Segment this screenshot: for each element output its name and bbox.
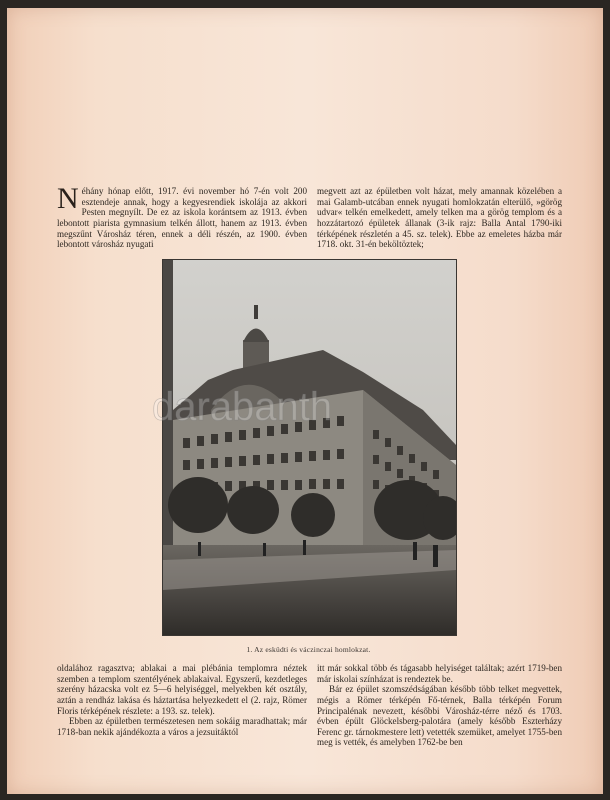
building-photograph	[162, 259, 457, 636]
paragraph-top-right: megvett azt az épületben volt házat, mely amannak közelében a mai Galamb-utcában ennek nyugati homlokzatán elterülő, »görög udvar« telkén emelkedett, amely telken ma a görög templom és a hozzátartozó épületek állanak (3-ik rajz: Balla Antal 1790-iki térképének részletén a 45. sz. telek). Ebbe az emeletes házba már 1718. okt. 31-én beköltöztek;	[317, 186, 562, 250]
paragraph-bottom-left-1: oldalához ragasztva; ablakai a mai plébánia templomra néztek szemben a templom szentélyének ablakaival. Egyszerű, kezdetleges szerény házacska volt ez 5—6 helyiséggel, melyekben két osztály, aztán a rendház lakása és háztartása helyezkedett el (2. rajz, Römer Floris térképének részlete: a 193. sz. telek).	[57, 663, 307, 716]
document-page	[7, 8, 603, 794]
text-column-top-left	[57, 182, 307, 250]
watermark-text: darabanth	[152, 385, 333, 429]
text-column-top-right	[317, 186, 562, 250]
drop-cap: N	[57, 182, 79, 215]
paragraph-bottom-right-2: Bár ez épület szomszédságában később több telket megvettek, mégis a Römer térképén Fő-térnek, Balla térképén Forum Principalénak nevezett, későbbi Városház-térre néző és 1703. évben épült Glöckelsberg-palotára (amely később Eszterházy Ferenc gr. tárnokmestere lett) vetették szemüket, amelyet 1755-ben meg is vették, és amelyben 1762-be ben	[317, 684, 562, 748]
photo-illustration	[163, 260, 456, 635]
paragraph-top-left: éhány hónap előtt, 1917. évi november hó 7-én volt 200 esztendeje annak, hogy a kegyesrendiek iskolája az akkori Pesten megnyílt. De ez az iskola korántsem az 1913. évben lebontott piarista gymnasium telkén állott, hanem az 1913. évben megszűnt Városház téren, ennek a déli részén, az 1900. évben lebontott városház nyugati	[57, 186, 307, 250]
paragraph-bottom-right-1: itt már sokkal több és tágasabb helyiséget találtak; azért 1719-ben már iskolai színházat is rendeztek be.	[317, 663, 562, 684]
paragraph-bottom-left-2: Ebben az épületben természetesen nem sokáig maradhattak; már 1718-ban nekik ajándékozta a város a jezsuitáktól	[57, 716, 307, 737]
figure-caption: 1. Az esküdti és váczinczai homlokzat.	[246, 645, 371, 654]
text-column-bottom-right	[317, 663, 562, 748]
text-column-bottom-left	[57, 663, 307, 737]
